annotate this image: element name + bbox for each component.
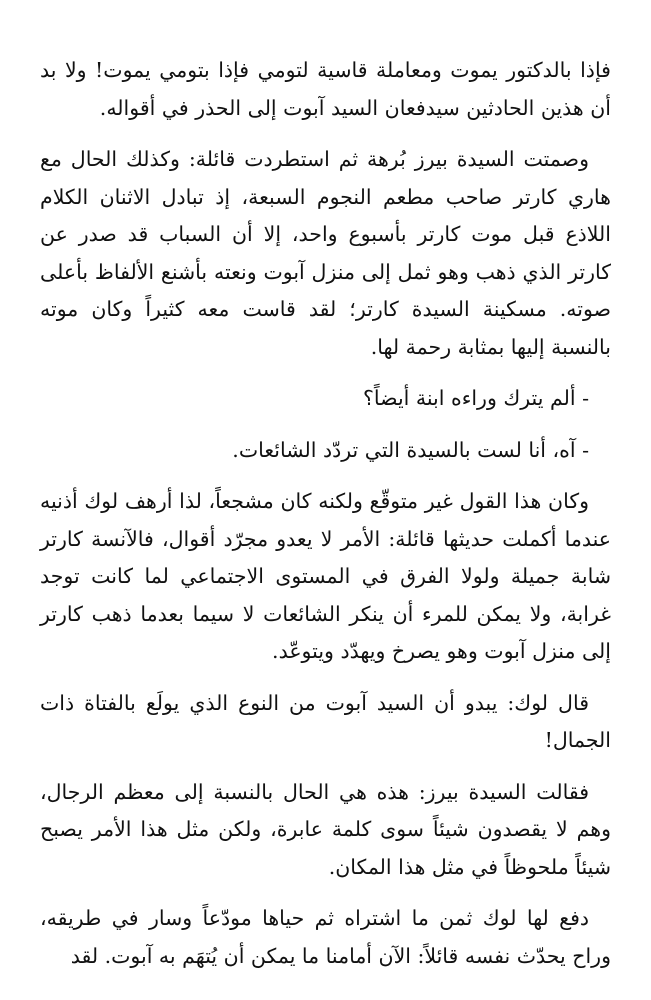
paragraph-7: فقالت السيدة بيرز: هذه هي الحال بالنسبة إلى معظم الرجال، وهم لا يقصدون شيئاً سوى كلمة عابرة، ولكن مثل هذا الأمر يصبح شيئاً ملحوظاً في مثل هذا المكان.	[40, 779, 611, 879]
paragraph-6: قال لوك: يبدو أن السيد آبوت من النوع الذي يولَع بالفتاة ذات الجمال!	[40, 690, 611, 752]
paragraph-1: فإذا بالدكتور يموت ومعاملة قاسية لتومي فإذا بتومي يموت! ولا بد أن هذين الحادثين سيدفعان السيد آبوت إلى الحذر في أقواله.	[40, 58, 611, 120]
dialogue-line-1: - ألم يترك وراءه ابنة أيضاً؟	[363, 386, 589, 410]
dialogue-line-2: - آه، أنا لست بالسيدة التي تردّد الشائعات.	[232, 437, 589, 462]
paragraph-8: دفع لها لوك ثمن ما اشتراه ثم حياها مودّعاً وسار في طريقه، وراح يحدّث نفسه قائلاً: الآن أمامنا ما يمكن أن يُتهَم به آبوت. لقد	[40, 906, 611, 968]
paragraph-2: وصمتت السيدة بيرز بُرهة ثم استطردت قائلة: وكذلك الحال مع هاري كارتر صاحب مطعم النجوم السبعة، إذ تبادل الاثنان الكلام اللاذع قبل موت كارتر بأسبوع واحد، إلا أن السباب قد صدر عن كارتر الذي ذهب وهو ثمل إلى منزل آبوت ونعته بأشنع الألفاظ بأعلى صوته. مسكينة السيدة كارتر؛ لقد قاست معه كثيراً وكان موته بالنسبة إليها بمثابة رحمة لها.	[40, 147, 611, 359]
paragraph-5: وكان هذا القول غير متوقّع ولكنه كان مشجعاً، لذا أرهف لوك أذنيه عندما أكملت حديثها قائلة: الأمر لا يعدو مجرّد أقوال، فالآنسة كارتر شابة جميلة ولولا الفرق في المستوى الاجتماعي لما كانت توجد غرابة، ولا يمكن للمرء أن ينكر الشائعات لا سيما بعدما ذهب كارتر إلى منزل آبوت وهو يصرخ ويهدّد ويتوعّد.	[40, 489, 611, 663]
